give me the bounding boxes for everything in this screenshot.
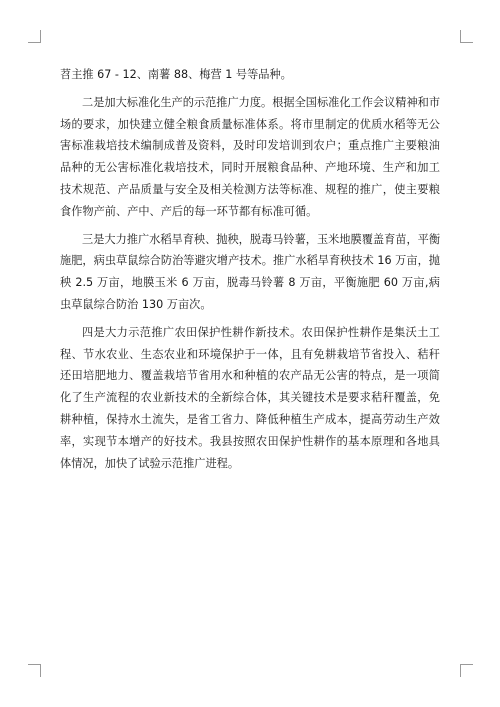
paragraph-continuation: 苕主推 67 - 12、南薯 88、梅营 1 号等品种。: [60, 68, 292, 81]
crop-mark-top-left: [28, 30, 41, 43]
paragraph-conservation-tillage: 四是大力示范推广农田保护性耕作新技术。农田保护性耕作是集沃土工程、节水农业、生态农业和环境保护于一体，且有免耕栽培节省投入、秸秆还田培肥地力、覆盖栽培节省用水和种植的农产品无公害的特点，是一项简化了生产流程的农业新技术的全新综合体，其关键技术是要求秸秆覆盖，免耕种植，保持水土流失，是省工省力、降低种植生产成本，提高劳动生产效率，实现节本增产的好技术。我县按照农田保护性耕作的基本原理和各地具体情况，加快了试验示范推广进程。: [60, 325, 440, 470]
paragraph-standardization: 二是加大标准化生产的示范推广力度。根据全国标准化工作会议精神和市场的要求，加快建立健全粮食质量标准体系。将市里制定的优质水稻等无公害标准栽培技术编制成普及资料，及时印发培训到农户；重点推广主要粮油品种的无公害标准化栽培技术，同时开展粮食品种、产地环境、生产和加工技术规范、产品质量与安全及相关检测方法等标准、规程的推广，使主要粮食作物产前、产中、产后的每一环节都有标准可循。: [60, 95, 441, 218]
crop-mark-bottom-left: [28, 664, 41, 677]
document-body: [60, 64, 440, 480]
crop-mark-bottom-right: [460, 664, 473, 677]
crop-mark-top-right: [460, 30, 473, 43]
paragraph-disaster-avoidance: 三是大力推广水稻旱育秧、抛秧，脱毒马铃薯，玉米地膜覆盖育苗，平衡施肥，病虫草鼠综合防治等避灾增产技术。推广水稻旱育秧技术 16 万亩，抛秧 2.5 万亩，地膜玉米 6 万亩，脱毒马铃薯 8 万亩，平衡施肥 60 万亩,病虫草鼠综合防治 130 万亩次。: [60, 232, 441, 311]
